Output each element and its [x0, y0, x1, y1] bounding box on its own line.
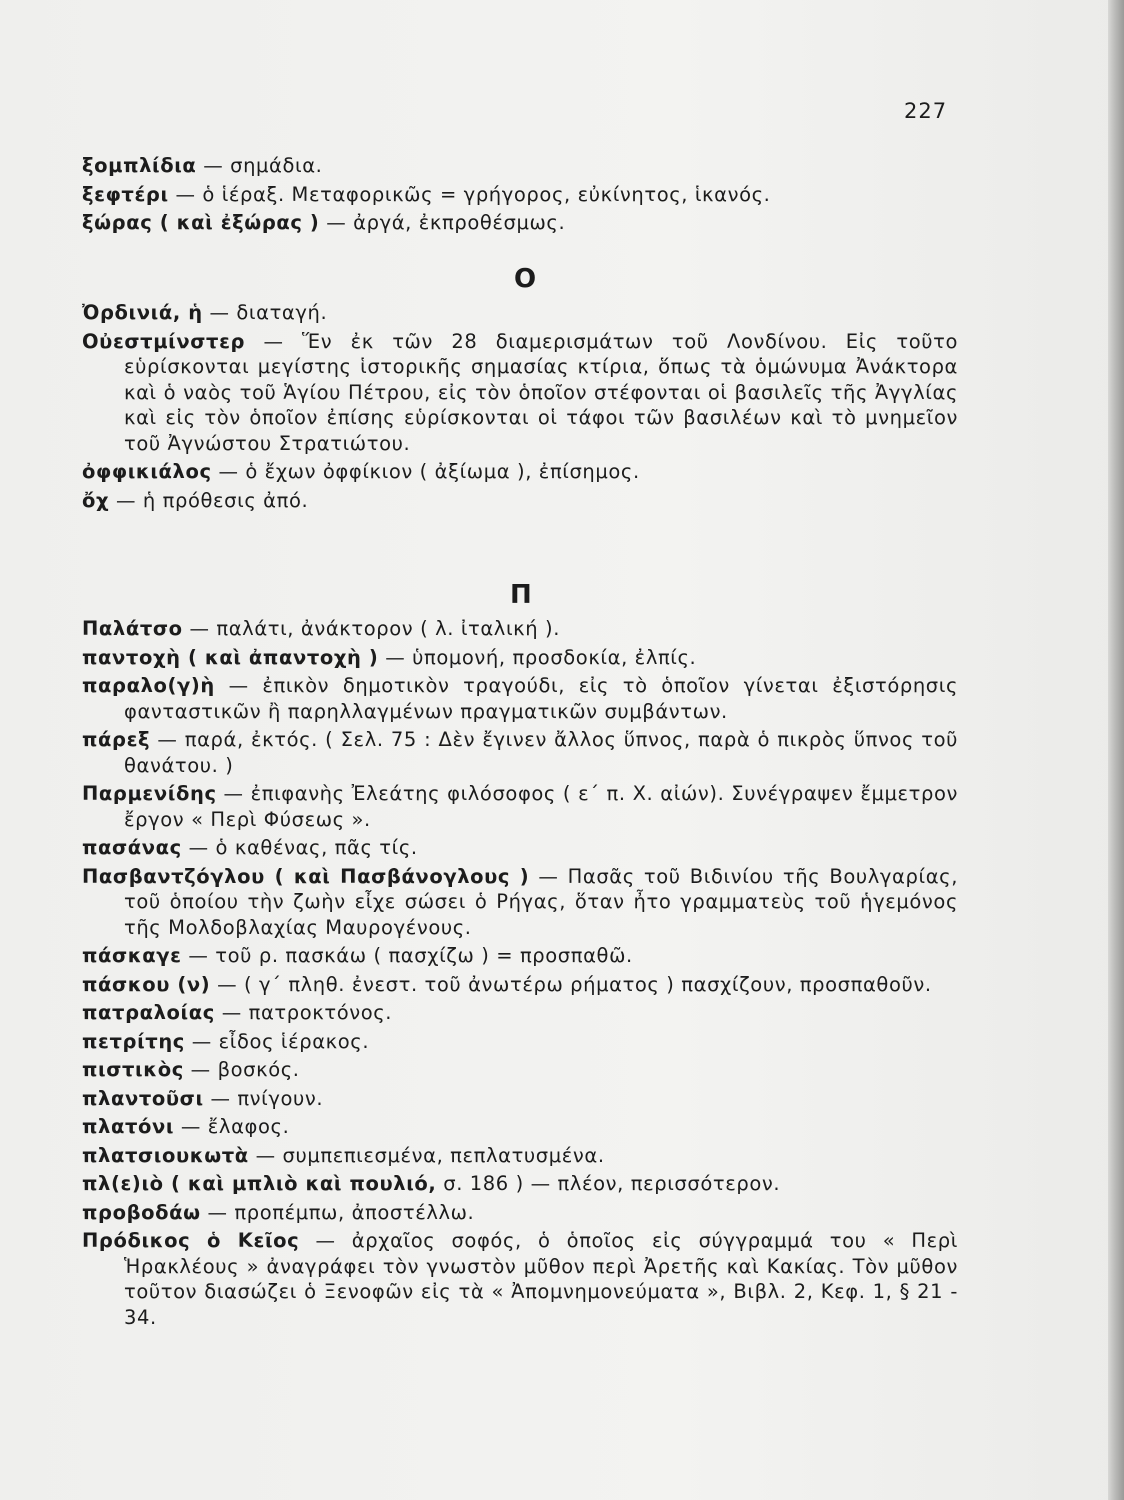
- glossary-entry: [82, 459, 958, 485]
- entry-definition: — Ἕν ἐκ τῶν 28 διαμερισμάτων τοῦ Λονδίνου. Εἰς τοῦτο εὑρίσκονται μεγίστης ἱστορικῆς σημασίας κτίρια, ὅπως τὰ ὁμώνυμα Ἀνάκτορα καὶ ὁ ναὸς τοῦ Ἁγίου Πέτρου, εἰς τὸν ὁποῖον στέφονται οἱ βασιλεῖς τῆς Ἀγγλίας καὶ εἰς τὸν ὁποῖον ἐπίσης εὑρίσκονται οἱ τάφοι τῶν βασιλέων καὶ τὸ μνημεῖον τοῦ Ἀγνώστου Στρατιώτου.: [124, 329, 958, 455]
- entry-definition: — τοῦ ρ. πασκάω ( πασχίζω ) = προσπαθῶ.: [181, 944, 633, 967]
- entry-headword: Παρμενίδης: [82, 782, 217, 805]
- section-letter-omicron: Ο: [514, 264, 537, 294]
- entry-definition: — ὁ ἱέραξ. Μεταφορικῶς = γρήγορος, εὐκίνητος, ἱκανός.: [168, 182, 771, 206]
- entry-definition: σ. 186 ) — πλέον, περισσότερον.: [436, 1172, 781, 1195]
- entry-headword: Οὐεστμίνστερ: [82, 329, 246, 353]
- entry-definition: — ἡ πρόθεσις ἀπό.: [109, 488, 309, 512]
- entry-headword: παντοχὴ ( καὶ ἀπαντοχὴ ): [82, 645, 379, 669]
- entry-headword: ὄχ: [82, 488, 110, 512]
- entry-definition: — ( γ΄ πληθ. ἐνεστ. τοῦ ἀνωτέρω ρήματος ) πασχίζουν, προσπαθοῦν.: [210, 972, 932, 996]
- glossary-entry: [82, 1057, 958, 1083]
- glossary-entry: [82, 1200, 958, 1226]
- page-number: 227: [904, 99, 948, 123]
- entry-headword: ξεφτέρι: [82, 182, 169, 206]
- glossary-entry: [82, 300, 958, 326]
- entry-definition: — πνίγουν.: [203, 1086, 324, 1110]
- glossary-entry: [82, 835, 958, 861]
- entry-headword: πατραλοίας: [82, 1001, 215, 1024]
- entry-headword: πασάνας: [82, 836, 182, 859]
- entry-definition: — συμπεπιεσμένα, πεπλατυσμένα.: [248, 1143, 605, 1167]
- entry-headword: Πρόδικος ὁ Κεῖος: [82, 1229, 300, 1252]
- glossary-entry: [82, 864, 958, 941]
- entry-definition: — εἶδος ἱέρακος.: [184, 1029, 370, 1053]
- glossary-entry: [82, 1029, 958, 1055]
- entry-headword: πιστικὸς: [82, 1058, 184, 1081]
- glossary-entry: [82, 1228, 958, 1330]
- entry-definition: — ὁ ἔχων ὀφφίκιον ( ἀξίωμα ), ἐπίσημος.: [211, 460, 640, 483]
- entry-definition: — Πασᾶς τοῦ Βιδινίου τῆς Βουλγαρίας, τοῦ ὁποίου τὴν ζωὴν εἶχε σώσει ὁ Ρήγας, ὅταν ἦτο γραμματεὺς τοῦ ἡγεμόνος τῆς Μολδοβλαχίας Μαυρογένους.: [124, 864, 958, 939]
- entry-headword: Ὀρδινιά, ἡ: [82, 301, 203, 324]
- glossary-entry: [82, 1171, 958, 1197]
- glossary-entry: [82, 645, 958, 671]
- glossary-entry: [82, 1000, 958, 1026]
- section-omicron: [82, 300, 958, 516]
- entry-headword: ὀφφικιάλος: [82, 460, 212, 483]
- entry-definition: — διαταγή.: [202, 301, 328, 324]
- page-edge-shadow: [1108, 0, 1124, 1500]
- entry-definition: — πατροκτόνος.: [214, 1001, 393, 1024]
- entry-definition: — σημάδια.: [196, 154, 323, 177]
- glossary-entry: [82, 210, 958, 236]
- entry-definition: — παρά, ἐκτός. ( Σελ. 75 : Δὲν ἔγινεν ἄλλος ὕπνος, παρὰ ὁ πικρὸς ὕπνος τοῦ θανάτου. ): [124, 728, 958, 777]
- glossary-entry: [82, 182, 958, 208]
- glossary-entry: [82, 781, 958, 832]
- entry-definition: — βοσκός.: [183, 1058, 300, 1081]
- glossary-entry: [82, 673, 958, 724]
- glossary-entry: [82, 727, 958, 778]
- glossary-entry: [82, 1114, 958, 1140]
- entry-definition: — προπέμπω, ἀποστέλλω.: [200, 1200, 475, 1224]
- entry-headword: πάσκου (ν): [82, 972, 211, 996]
- entry-headword: ξώρας ( καὶ ἐξώρας ): [82, 211, 320, 234]
- glossary-entry: [82, 972, 958, 998]
- glossary-entry: [82, 616, 958, 642]
- glossary-entry: [82, 153, 958, 179]
- entry-definition: — ἐπιφανὴς Ἐλεάτης φιλόσοφος ( ε΄ π. Χ. αἰών). Συνέγραψεν ἔμμετρον ἔργον « Περὶ Φύσεως ».: [124, 782, 958, 831]
- entry-headword: πλατόνι: [82, 1115, 175, 1138]
- entry-definition: — ἀρχαῖος σοφός, ὁ ὁποῖος εἰς σύγγραμμά του « Περὶ Ἡρακλέους » ἀναγράφει τὸν γνωστὸν μῦθον περὶ Ἀρετῆς καὶ Κακίας. Τὸν μῦθον τοῦτον διασώζει ὁ Ξενοφῶν εἰς τὰ « Ἀπομνημονεύματα », Βιβλ. 2, Κεφ. 1, § 21 - 34.: [124, 1229, 958, 1329]
- glossary-entry: [82, 488, 958, 514]
- entry-definition: — ἀργά, ἐκπροθέσμως.: [319, 211, 566, 234]
- entry-headword: Πασβαντζόγλου ( καὶ Πασβάνογλους ): [82, 864, 530, 888]
- glossary-entry: [82, 329, 958, 457]
- entry-headword: πλ(ε)ιὸ ( καὶ μπλιὸ καὶ πουλιό,: [82, 1172, 437, 1195]
- section-xi: [82, 153, 958, 239]
- entry-definition: — ἐπικὸν δημοτικὸν τραγούδι, εἰς τὸ ὁποῖον γίνεται ἐξιστόρησις φανταστικῶν ἢ παρηλλαγμένων πραγματικῶν συμβάντων.: [124, 674, 958, 723]
- glossary-entry: [82, 943, 958, 969]
- entry-definition: — ὑπομονή, προσδοκία, ἐλπίς.: [378, 645, 697, 669]
- entry-headword: Παλάτσο: [82, 617, 183, 640]
- entry-headword: πλατσιουκωτὰ: [82, 1143, 249, 1167]
- section-letter-pi: Π: [510, 580, 532, 610]
- entry-headword: πετρίτης: [82, 1029, 185, 1053]
- entry-headword: πλαντοῦσι: [82, 1086, 204, 1110]
- entry-headword: πάρεξ: [82, 728, 151, 751]
- entry-definition: — παλάτι, ἀνάκτορον ( λ. ἰταλική ).: [182, 617, 561, 640]
- entry-definition: — ὁ καθένας, πᾶς τίς.: [181, 836, 418, 859]
- glossary-entry: [82, 1086, 958, 1112]
- entry-headword: ξομπλίδια: [82, 154, 197, 177]
- entry-headword: προβοδάω: [82, 1200, 201, 1224]
- section-pi: [82, 616, 958, 1333]
- entry-headword: παραλο(γ)ὴ: [82, 674, 215, 697]
- entry-definition: — ἔλαφος.: [174, 1115, 290, 1138]
- entry-headword: πάσκαγε: [82, 944, 182, 967]
- glossary-entry: [82, 1143, 958, 1169]
